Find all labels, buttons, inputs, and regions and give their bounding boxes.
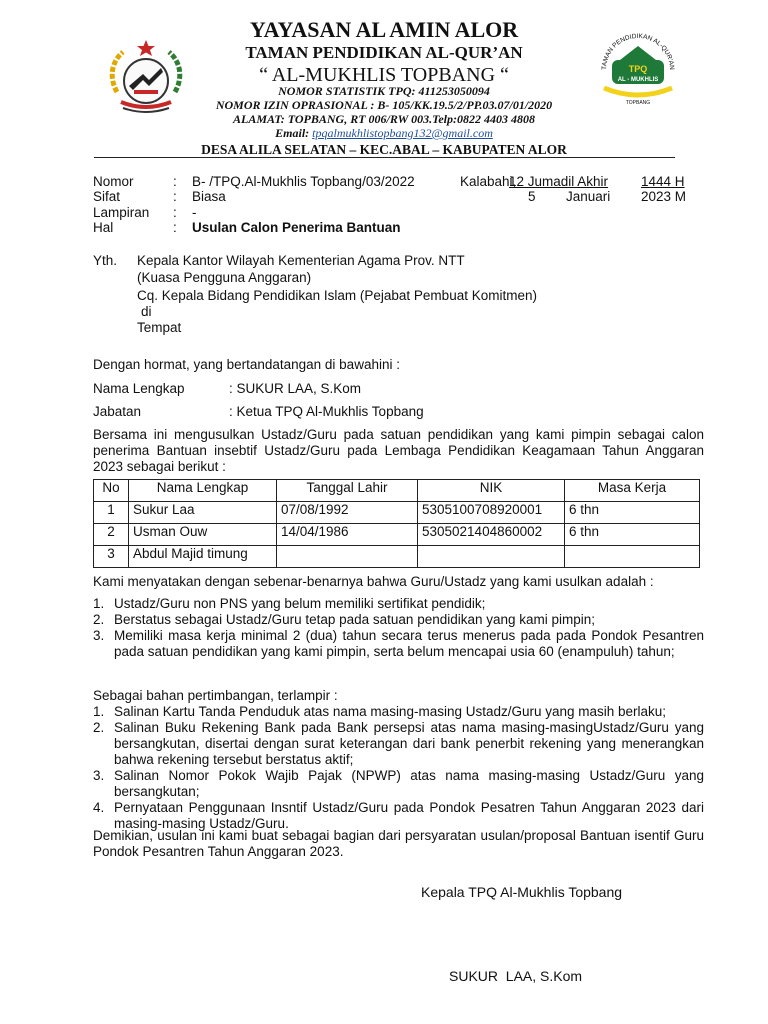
meta-number-label: Nomor	[93, 174, 134, 189]
ministry-emblem-logo	[103, 38, 189, 118]
intro-paragraph: Bersama ini mengusulkan Ustadz/Guru pada satuan pendidikan yang kami pimpin sebagai calon penerima Bantuan insebtif Ustadz/Guru pada Lembaga Pendidikan Keagamaan Tahun Anggaran 2023 sebagai berikut :	[93, 427, 704, 474]
email-line	[0, 126, 768, 141]
list-item	[93, 596, 704, 612]
cell-no: 2	[94, 524, 129, 546]
meta-number-value: B- /TPQ.Al-Mukhlis Topbang/03/2022	[192, 174, 415, 189]
meta-attachment-value: -	[192, 205, 197, 220]
cell-tenure: 6 thn	[565, 502, 700, 524]
meta-nature-value: Biasa	[192, 189, 226, 204]
date-hijri: 12 Jumadil Akhir	[509, 174, 609, 189]
logo-place-text: TOPBANG	[625, 100, 651, 106]
list-number: 3.	[93, 768, 105, 783]
email-link[interactable]: tpqalmukhlistopbang132@gmail.com	[312, 126, 493, 140]
logo-name-text: AL - MUKHLIS	[617, 77, 659, 83]
recipient-yth: Yth.	[93, 253, 118, 268]
tpq-emblem-logo	[598, 30, 678, 108]
list-number: 2.	[93, 720, 105, 735]
foundation-name: YAYASAN AL AMIN ALOR	[249, 17, 519, 42]
logo-arc-text: TAMAN PENDIDIKAN AL-QUR'AN	[600, 32, 676, 71]
name-label: Nama Lengkap	[93, 381, 185, 396]
recipient-line-2: (Kuasa Pengguna Anggaran)	[137, 270, 312, 285]
list-text: Berstatus sebagai Ustadz/Guru tetap pada satuan pendidikan yang kami pimpin;	[114, 612, 596, 627]
cell-birthdate	[277, 546, 418, 568]
greeting: Dengan hormat, yang bertandatangan di bawahini :	[93, 357, 400, 372]
date-greg-year: 2023 M	[641, 189, 687, 204]
table-row	[94, 524, 700, 546]
recipient-line-4: di	[141, 304, 152, 319]
list-number: 1.	[93, 704, 105, 719]
email-label: Email:	[275, 126, 310, 140]
list-text: Memiliki masa kerja minimal 2 (dua) tahun secara terus menerus pada pada Pondok Pesantren pada satuan pendidikan yang kami pimpin, serta belum mencapai usia 60 (enampuluh) tahun;	[114, 628, 704, 659]
closing-paragraph: Demikian, usulan ini kami buat sebagai bagian dari persyaratan usulan/proposal Bantuan isentif Guru Pondok Pesantren Tahun Anggaran 2023.	[93, 828, 704, 859]
table-header-row	[94, 480, 700, 502]
list-number: 2.	[93, 612, 105, 627]
region-line: DESA ALILA SELATAN – KEC.ABAL – KABUPATEN ALOR	[201, 142, 567, 157]
meta-subject-sep: :	[173, 220, 177, 235]
address-line: ALAMAT: TOPBANG, RT 006/RW 003.Telp:0822 4403 4808	[232, 112, 536, 126]
list-text: Ustadz/Guru non PNS yang belum memiliki sertifikat pendidik;	[114, 596, 486, 611]
col-header-tenure: Masa Kerja	[565, 480, 700, 502]
statistic-number: NOMOR STATISTIK TPQ: 411253050094	[278, 84, 490, 98]
meta-nature-label: Sifat	[93, 189, 121, 204]
cell-tenure: 6 thn	[565, 524, 700, 546]
recipient-line-1: Kepala Kantor Wilayah Kementerian Agama Prov. NTT	[137, 253, 465, 268]
meta-attachment-sep: :	[173, 205, 177, 220]
list-item	[93, 720, 704, 768]
meta-subject-value: Usulan Calon Penerima Bantuan	[192, 220, 401, 235]
col-header-no: No	[94, 480, 129, 502]
list-text: Salinan Buku Rekening Bank pada Bank persepsi atas nama masing-masingUstadz/Guru yang bersangkutan, disertai dengan surat keterangan dari bank penerbit rekening yang menerangkan bahwa rekening tersebut berstatus aktif;	[114, 720, 704, 767]
date-hijri-year: 1444 H	[641, 174, 685, 189]
list-text: Salinan Nomor Pokok Wajib Pajak (NPWP) atas nama masing-masing Ustadz/Guru yang bersangkutan;	[114, 768, 704, 799]
name-value: : SUKUR LAA, S.Kom	[229, 381, 362, 396]
cell-no: 3	[94, 546, 129, 568]
recipient-line-3: Cq. Kepala Bidang Pendidikan Islam (Pejabat Pembuat Komitmen)	[137, 288, 537, 303]
list-number: 4.	[93, 800, 105, 815]
cell-nik: 5305100708920001	[418, 502, 565, 524]
recipient-line-5: Tempat	[137, 320, 182, 335]
cell-no: 1	[94, 502, 129, 524]
meta-number-sep: :	[173, 174, 177, 189]
list-item	[93, 768, 704, 800]
statement-line: Kami menyatakan dengan sebenar-benarnya bahwa Guru/Ustadz yang kami usulkan adalah :	[93, 574, 654, 589]
col-header-nik: NIK	[418, 480, 565, 502]
list-text: Pernyataan Penggunaan Insntif Ustadz/Guru pada Pondok Pesatren Tahun Anggaran 2023 dari masing-masing Ustadz/Guru.	[114, 800, 704, 831]
list-number: 3.	[93, 628, 105, 643]
list-item	[93, 628, 704, 660]
meta-nature-sep: :	[173, 189, 177, 204]
date-greg-day: 5	[528, 189, 536, 204]
list-item	[93, 704, 704, 720]
date-greg-month: Januari	[566, 189, 611, 204]
permit-number: NOMOR IZIN OPRASIONAL : B- 105/KK.19.5/2/PP.03.07/01/2020	[215, 98, 553, 112]
signature-name: SUKUR LAA, S.Kom	[449, 968, 583, 984]
cell-nik	[418, 546, 565, 568]
attachments-list	[93, 704, 704, 832]
cell-nik: 5305021404860002	[418, 524, 565, 546]
col-header-birthdate: Tanggal Lahir	[277, 480, 418, 502]
position-value: : Ketua TPQ Al-Mukhlis Topbang	[229, 404, 424, 419]
attachments-intro: Sebagai bahan pertimbangan, terlampir :	[93, 688, 338, 703]
cell-birthdate: 14/04/1986	[277, 524, 418, 546]
list-text: Salinan Kartu Tanda Penduduk atas nama masing-masing Ustadz/Guru yang masih berlaku;	[114, 704, 667, 719]
cell-name: Abdul Majid timung	[129, 546, 277, 568]
table-row	[94, 502, 700, 524]
logo-tpq-text: TPQ	[628, 64, 648, 74]
date-place: Kalabahi,	[460, 174, 517, 189]
meta-subject-label: Hal	[93, 220, 114, 235]
school-type: TAMAN PENDIDIKAN AL-QUR’AN	[245, 43, 523, 62]
table-row	[94, 546, 700, 568]
school-name: “ AL-MUKHLIS TOPBANG “	[259, 64, 509, 86]
cell-name: Sukur Laa	[129, 502, 277, 524]
col-header-name: Nama Lengkap	[129, 480, 277, 502]
criteria-list	[93, 596, 704, 660]
signature-title: Kepala TPQ Al-Mukhlis Topbang	[421, 884, 623, 900]
list-number: 1.	[93, 596, 105, 611]
cell-birthdate: 07/08/1992	[277, 502, 418, 524]
list-item	[93, 612, 704, 628]
cell-tenure	[565, 546, 700, 568]
cell-name: Usman Ouw	[129, 524, 277, 546]
position-label: Jabatan	[93, 404, 142, 419]
teacher-table	[93, 479, 700, 568]
meta-attachment-label: Lampiran	[93, 205, 150, 220]
header-divider	[94, 157, 675, 158]
